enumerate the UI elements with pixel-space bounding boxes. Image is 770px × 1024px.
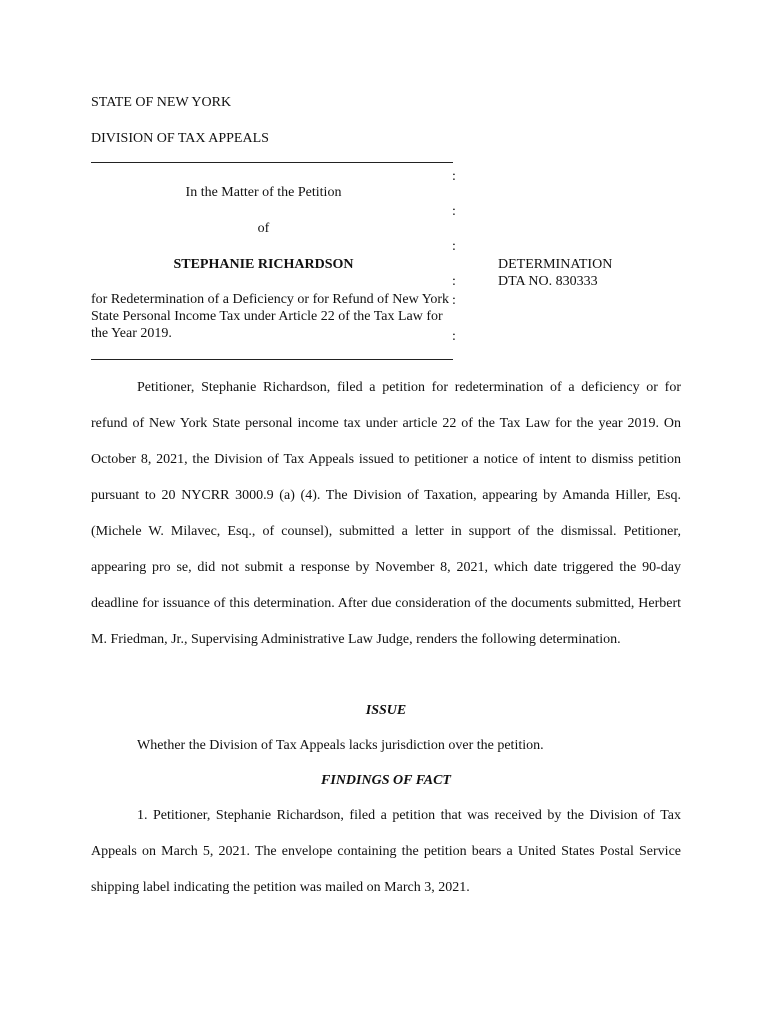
- intro-paragraph: Petitioner, Stephanie Richardson, filed a petition for redetermination of a deficiency or for refund of New York State personal income tax under article 22 of the Tax Law for the year 2019. On October 8, 2021, the Division of Tax Appeals issued to petitioner a notice of intent to dismiss petition pursuant to 20 NYCRR 3000.9 (a) (4). The Division of Taxation, appearing by Amanda Hiller, Esq. (Michele W. Milavec, Esq., of counsel), submitted a letter in support of the dismissal. Petitioner, appearing pro se, did not submit a response by November 8, 2021, which date triggered the 90-day deadline for issuance of this determination. After due consideration of the documents submitted, Herbert M. Friedman, Jr., Supervising Administrative Law Judge, renders the following determination.: [91, 380, 681, 647]
- dta-number: DTA NO. 830333: [498, 274, 598, 289]
- petitioner-name: STEPHANIE RICHARDSON: [173, 257, 354, 272]
- of-line: of: [257, 221, 270, 236]
- caption-colon: :: [452, 293, 456, 308]
- caption-colon: :: [452, 239, 456, 254]
- issue-heading: ISSUE: [365, 703, 407, 718]
- determination-label: DETERMINATION: [498, 257, 613, 272]
- caption-colon: :: [452, 274, 456, 289]
- matter-line: In the Matter of the Petition: [185, 185, 342, 200]
- caption-colon: :: [452, 329, 456, 344]
- findings-heading: FINDINGS OF FACT: [321, 773, 451, 788]
- caption-purpose: for Redetermination of a Deficiency or for Refund of New York State Personal Income Tax under Article 22 of the Tax Law for the Year 2019.: [91, 292, 450, 341]
- issue-text: Whether the Division of Tax Appeals lacks jurisdiction over the petition.: [137, 738, 544, 753]
- caption-colon: :: [452, 169, 456, 184]
- finding-1: 1. Petitioner, Stephanie Richardson, filed a petition that was received by the Division of Tax Appeals on March 5, 2021. The envelope containing the petition bears a United States Postal Service shipping label indicating the petition was mailed on March 3, 2021.: [91, 808, 681, 895]
- caption-colon: :: [452, 204, 456, 219]
- state-header: STATE OF NEW YORK: [91, 95, 232, 110]
- caption-bottom-rule: [91, 359, 453, 360]
- caption-top-rule: [91, 162, 453, 163]
- division-header: DIVISION OF TAX APPEALS: [91, 131, 269, 146]
